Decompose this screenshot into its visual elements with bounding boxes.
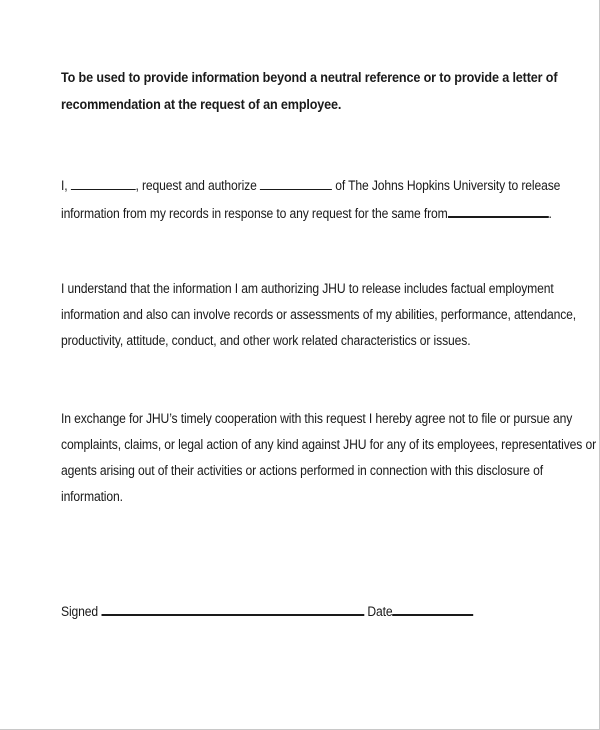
authorization-mid-2: of The Johns Hopkins University to release xyxy=(331,178,561,193)
signed-label: Signed xyxy=(61,604,99,619)
authorization-paragraph xyxy=(61,172,561,228)
signature-row xyxy=(61,598,511,626)
date-blank[interactable] xyxy=(392,602,473,616)
authorization-line-2-text: information from my records in response to any request for the same from xyxy=(61,206,448,221)
heading-line-2: recommendation at the request of an employee. xyxy=(61,96,342,112)
authorization-line-2-suffix: . xyxy=(548,206,552,221)
heading-line-1: To be used to provide information beyond a neutral reference or to provide a letter of xyxy=(61,69,558,85)
exchange-line-2: complaints, claims, or legal action of any kind against JHU for any of its employees, representatives or xyxy=(61,437,596,452)
exchange-paragraph xyxy=(61,406,596,510)
understanding-line-3: productivity, attitude, conduct, and other work related characteristics or issues. xyxy=(61,333,471,348)
exchange-line-1: In exchange for JHU’s timely cooperation with this request I hereby agree not to file or pursue any xyxy=(61,411,573,426)
signature-blank[interactable] xyxy=(101,602,364,616)
authorized-party-blank[interactable] xyxy=(260,177,332,190)
employee-name-blank[interactable] xyxy=(71,177,136,190)
exchange-line-3: agents arising out of their activities or actions performed in connection with this disclosure of xyxy=(61,463,543,478)
date-label: Date xyxy=(367,604,393,619)
understanding-paragraph xyxy=(61,276,577,354)
form-heading xyxy=(61,64,558,118)
requester-blank[interactable] xyxy=(448,204,549,218)
authorization-line-2 xyxy=(61,200,552,228)
exchange-line-4: information. xyxy=(61,489,123,504)
understanding-line-1: I understand that the information I am authorizing JHU to release includes factual employment xyxy=(61,281,554,296)
authorization-prefix: I, xyxy=(61,178,71,193)
signature-line xyxy=(61,598,511,626)
understanding-line-2: information and also can involve records or assessments of my abilities, performance, attendance, xyxy=(61,307,577,322)
authorization-mid-1: , request and authorize xyxy=(135,178,260,193)
authorization-line-1 xyxy=(61,172,561,200)
